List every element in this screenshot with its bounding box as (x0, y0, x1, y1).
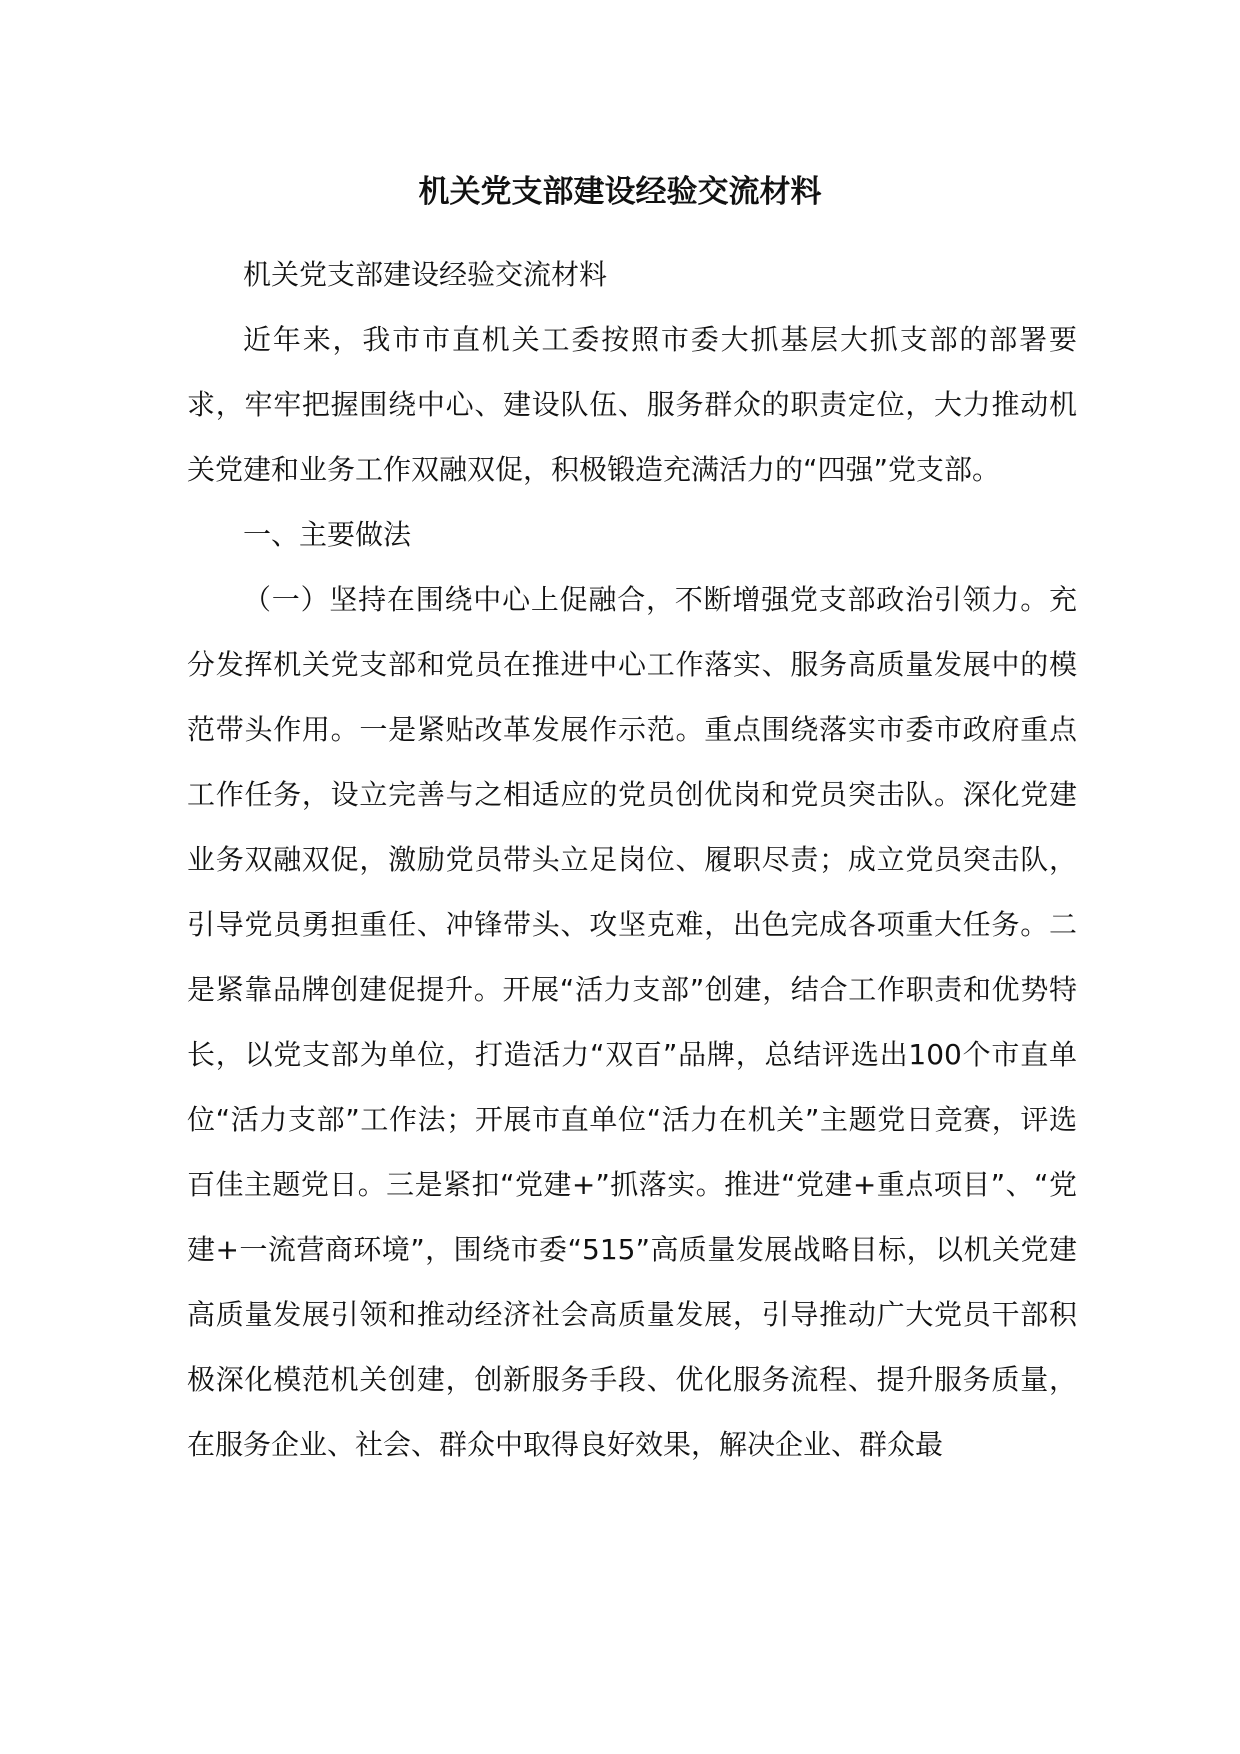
paragraph-subtitle: 机关党支部建设经验交流材料 (243, 258, 608, 291)
paragraph-section-1: （一）坚持在围绕中心上促融合，不断增强党支部政治引领力。充分发挥机关党支部和党员在推进中心工作落实、服务高质量发展中的模范带头作用。一是紧贴改革发展作示范。重点围绕落实市委市政府重点工作任务，设立完善与之相适应的党员创优岗和党员突击队。深化党建业务双融双促，激励党员带头立足岗位、履职尽责；成立党员突击队，引导党员勇担重任、冲锋带头、攻坚克难，出色完成各项重大任务。二是紧靠品牌创建促提升。开展“活力支部”创建，结合工作职责和优势特长，以党支部为单位，打造活力“双百”品牌，总结评选出100个市直单位“活力支部”工作法；开展市直单位“活力在机关”主题党日竞赛，评选百佳主题党日。三是紧扣“党建+”抓落实。推进“党建+重点项目”、“党建+一流营商环境”，围绕市委“515”高质量发展战略目标，以机关党建高质量发展引领和推动经济社会高质量发展，引导推动广大党员干部积极深化模范机关创建，创新服务手段、优化服务流程、提升服务质量，在服务企业、社会、群众中取得良好效果，解决企业、群众最 (187, 583, 1077, 1461)
paragraph-intro: 近年来，我市市直机关工委按照市委大抓基层大抓支部的部署要求，牢牢把握围绕中心、建设队伍、服务群众的职责定位，大力推动机关党建和业务工作双融双促，积极锻造充满活力的“四强”党支部。 (187, 323, 1077, 486)
section-heading: 一、主要做法 (243, 518, 412, 551)
document-body (187, 242, 1077, 1477)
document-title: 机关党支部建设经验交流材料 (418, 174, 822, 210)
